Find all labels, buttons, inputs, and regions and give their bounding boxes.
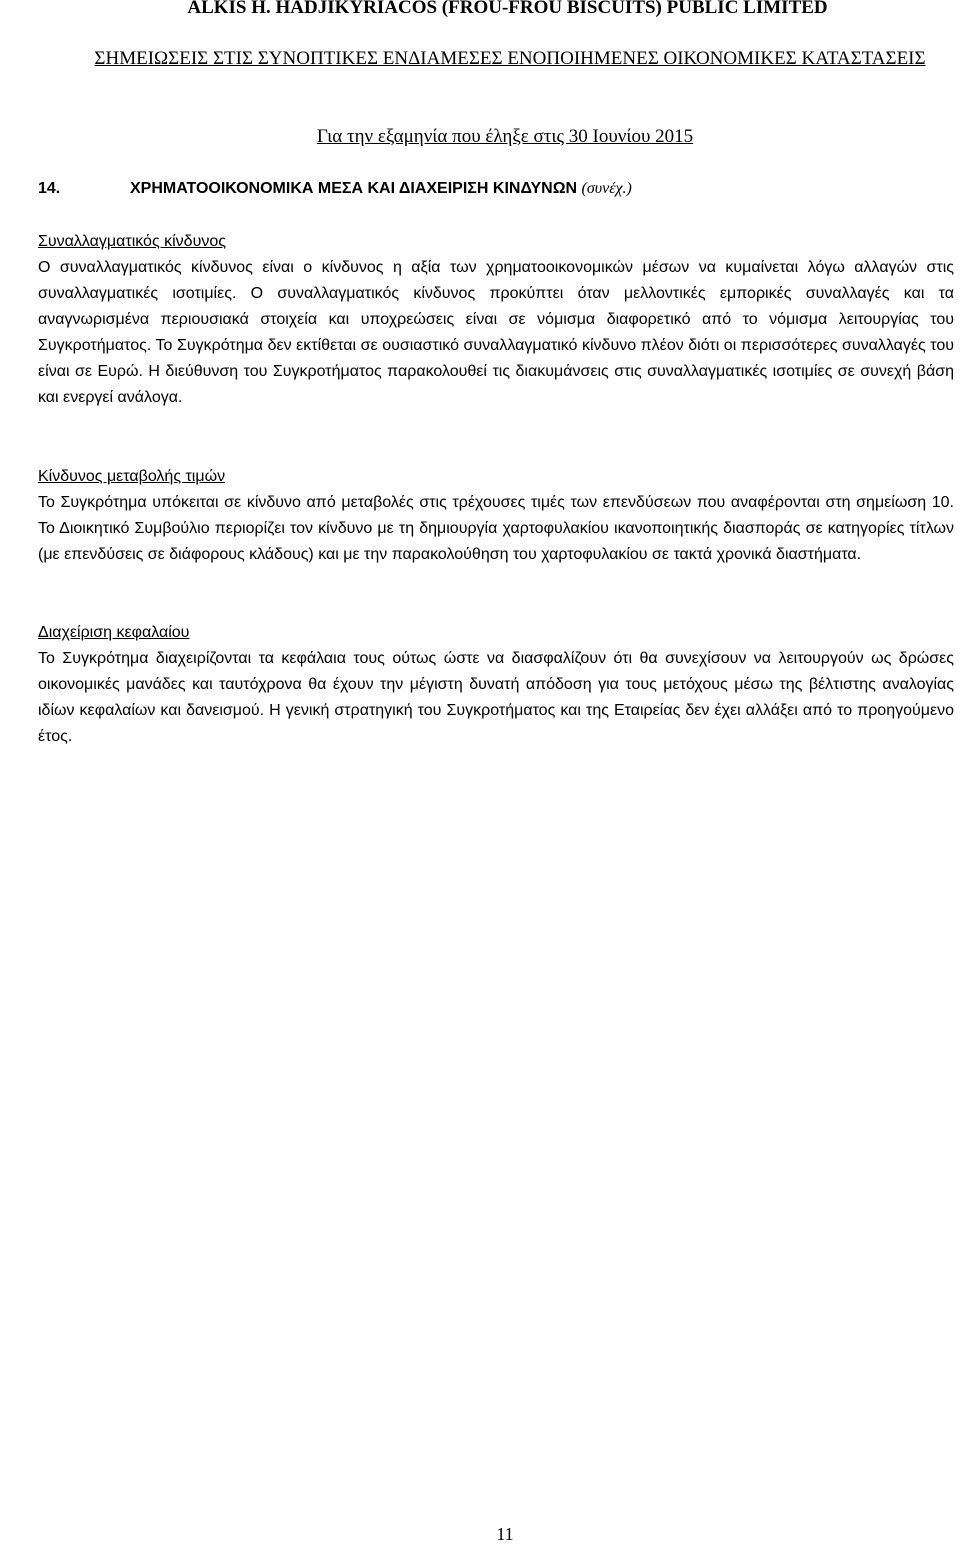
section-heading	[38, 178, 632, 200]
fx-risk-block	[38, 229, 954, 411]
capital-management-heading: Διαχείριση κεφαλαίου	[38, 624, 190, 641]
fx-risk-paragraph: Ο συναλλαγματικός κίνδυνος είναι ο κίνδυνος η αξία των χρηματοοικονομικών μέσων να κυμαίνεται λόγω αλλαγών στις συναλλαγματικές ισοτιμίες. Ο συναλλαγματικός κίνδυνος προκύπτει όταν μελλοντικές εμπορικές συναλλαγές και τα αναγνωρισμένα περιουσιακά στοιχεία και υποχρεώσεις είναι σε νόμισμα διαφορετικό από το νόμισμα λειτουργίας του Συγκροτήματος. Το Συγκρότημα δεν εκτίθεται σε ουσιαστικό συναλλαγματικό κίνδυνο πλέον διότι οι περισσότερες συναλλαγές του είναι σε Ευρώ. Η διεύθυνση του Συγκροτήματος παρακολουθεί τις διακυμάνσεις στις συναλλαγματικές ισοτιμίες σε συνεχή βάση και ενεργεί ανάλογα.	[38, 259, 954, 406]
price-risk-paragraph: Το Συγκρότημα υπόκειται σε κίνδυνο από μεταβολές στις τρέχουσες τιμές των επενδύσεων που αναφέρονται στη σημείωση 10. Το Διοικητικό Συμβούλιο περιορίζει τον κίνδυνο με τη δημιουργία χαρτοφυλακίου ικανοποιητικής διασποράς σε κατηγορίες τίτλων (με επενδύσεις σε διάφορους κλάδους) και με την παρακολούθηση του χαρτοφυλακίου σε τακτά χρονικά διαστήματα.	[38, 494, 954, 563]
section-continued: (συνέχ.)	[581, 180, 632, 197]
section-number: 14.	[38, 180, 61, 197]
reporting-period: Για την εξαμηνία που έληξε στις 30 Ιουνίου 2015	[316, 126, 694, 147]
capital-management-block	[38, 620, 954, 750]
fx-risk-heading: Συναλλαγματικός κίνδυνος	[38, 233, 226, 250]
page-number: 11	[496, 1524, 514, 1544]
price-risk-heading: Κίνδυνος μεταβολής τιμών	[38, 468, 226, 485]
price-risk-block	[38, 464, 954, 568]
capital-management-paragraph: Το Συγκρότημα διαχειρίζονται τα κεφάλαια τους ούτως ώστε να διασφαλίζουν ότι θα συνεχίσουν να λειτουργούν ως δρώσες οικονομικές μανάδες και ταυτόχρονα θα έχουν την μέγιστη δυνατή απόδοση για τους μετόχους μέσω της βέλτιστης αναλογίας ιδίων κεφαλαίων και δανεισμού. Η γενική στρατηγική του Συγκροτήματος και της Εταιρείας δεν έχει αλλάξει από το προηγούμενο έτος.	[38, 650, 954, 745]
section-title: ΧΡΗΜΑΤΟΟΙΚΟΝΟΜΙΚΑ ΜΕΣΑ ΚΑΙ ΔΙΑΧΕΙΡΙΣΗ ΚΙΝΔΥΝΩΝ	[130, 180, 578, 197]
notes-title: ΣΗΜΕΙΩΣΕΙΣ ΣΤΙΣ ΣΥΝΟΠΤΙΚΕΣ ΕΝΔΙΑΜΕΣΕΣ ΕΝΟΠΟΙΗΜΕΝΕΣ ΟΙΚΟΝΟΜΙΚΕΣ ΚΑΤΑΣΤΑΣΕΙΣ	[94, 48, 926, 69]
company-name: ALKIS H. HADJIKYRIACOS (FROU-FROU BISCUITS) PUBLIC LIMITED	[187, 0, 828, 18]
